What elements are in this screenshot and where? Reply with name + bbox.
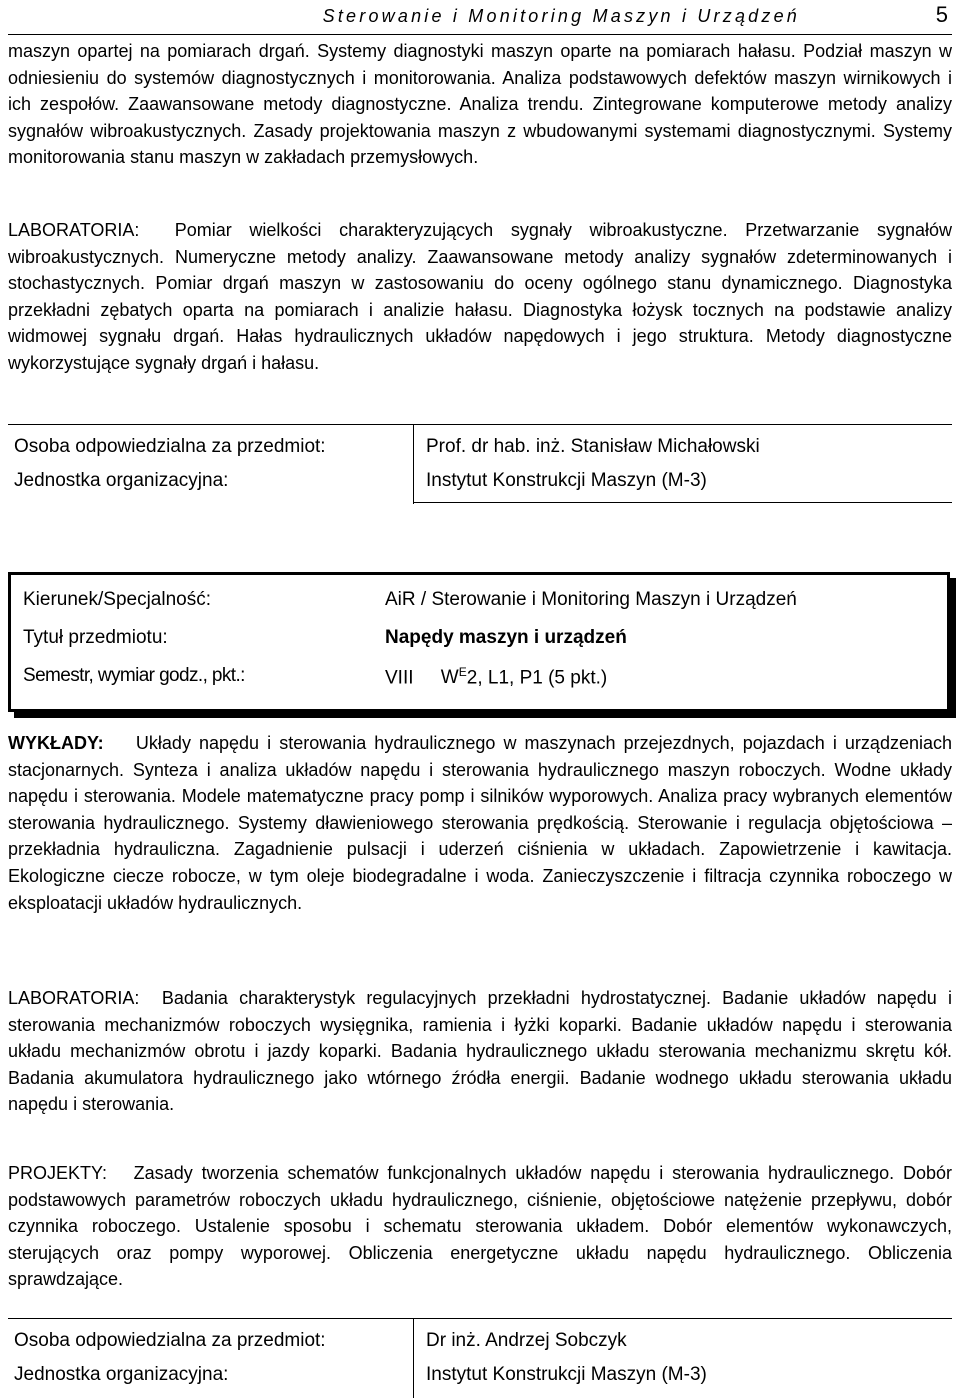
lectures-text: Układy napędu i sterowania hydraulicznego w maszynach przejezdnych, pojazdach i urządzeniach stacjonarnych. Synteza i analiza układów napędu i sterowania hydraulicznego maszyn roboczych. Wodne układy napędu i sterowania. Modele matematyczne pracy pomp i silników wyporowych. Analiza pracy wybranych elementów sterowania hydraulicznego. Systemy dławieniowego sterowania prędkością. Sterowanie i regulacja objętościowa – przekładnia hydrauliczna. Zagadnienie pulsacji i uderzeń ciśnienia w układach. Zapowietrzenie i kawitacja. Ekologiczne ciecze robocze, w tym oleje biodegradalne i woda. Zanieczyszczenie i filtracja czynnika roboczego w eksploatacji układów hydraulicznych. xyxy=(8,733,952,913)
unit-label: Jednostka organizacyjna: xyxy=(14,1364,229,1385)
lectures-label: WYKŁADY: xyxy=(8,733,104,753)
course2-projects-paragraph xyxy=(8,1160,952,1293)
course2-responsible-row xyxy=(14,1330,627,1352)
course1-program-text: maszyn opartej na pomiarach drgań. Systemy diagnostyki maszyn oparte na pomiarach hałasu. Podział maszyn w odniesieniu do systemów diagnostycznych i monitorowania. Analiza podstawowych defektów maszyn wirnikowych i ich zespołów. Zaawansowane metody diagnostyczne. Analiza trendu. Zintegrowane komputerowe metody analizy sygnałów wibroakustycznych. Zasady projektowania maszyn z wbudowanymi systemami diagnostycznymi. Systemy monitorowania stanu maszyn w zakładach przemysłowych. xyxy=(8,41,952,168)
divider-vertical xyxy=(413,424,414,504)
course1-unit-row xyxy=(14,470,707,492)
direction-value: AiR / Sterowanie i Monitoring Maszyn i Urządzeń xyxy=(385,589,797,610)
title-row xyxy=(23,627,627,649)
direction-row xyxy=(23,589,797,611)
course1-program-paragraph xyxy=(8,38,952,171)
semester-value xyxy=(385,665,607,689)
course2-lab-label: LABORATORIA: xyxy=(8,988,140,1008)
course1-lab-paragraph xyxy=(8,217,952,377)
semester-rest: 2, L1, P1 (5 pkt.) xyxy=(466,667,608,689)
divider-top xyxy=(8,1318,952,1319)
course2-lab-paragraph xyxy=(8,985,952,1118)
course2-lectures-paragraph xyxy=(8,730,952,916)
course1-responsible-block xyxy=(8,424,952,504)
course2-lab-text: Badania charakterystyk regulacyjnych przekładni hydrostatycznej. Badanie układów napędu i sterowania mechanizmów roboczych wysięgnika, ramienia i łyżki koparki. Badanie układów napędu i sterowania układu mechanizmów obrotu i jazdy koparki. Badania hydraulicznego układu sterowania mechanizmu skrętu kół. Badania akumulatora hydraulicznego jako wtórnego źródła energii. Badanie wodnego układu sterowania układu napędu i sterowania. xyxy=(8,988,952,1115)
course1-responsible-row xyxy=(14,436,760,458)
course2-unit-row xyxy=(14,1364,707,1386)
semester-label: Semestr, wymiar godz., pkt.: xyxy=(23,665,245,686)
responsible-value: Dr inż. Andrzej Sobczyk xyxy=(426,1330,627,1351)
course-title-value: Napędy maszyn i urządzeń xyxy=(385,627,627,648)
direction-label: Kierunek/Specjalność: xyxy=(23,589,211,610)
responsible-label: Osoba odpowiedzialna za przedmiot: xyxy=(14,1330,326,1351)
course-info-box xyxy=(8,572,950,712)
unit-label: Jednostka organizacyjna: xyxy=(14,470,229,491)
course1-lab-label: LABORATORIA: xyxy=(8,220,140,240)
course1-lab-text: Pomiar wielkości charakteryzujących sygnały wibroakustyczne. Przetwarzanie sygnałów wibroakustycznych. Numeryczne metody analizy. Zaawansowane metody analizy sygnałów zdeterminowanych i stochastycznych. Pomiar drgań maszyn w zastosowaniu do oceny ogólnego stanu dynamicznego. Diagnostyka przekładni zębatych oparta na pomiarach i analizie hałasu. Diagnostyka łożysk tocznych na podstawie analizy widmowej sygnału drgań. Hałas hydraulicznych układów napędowych i jego struktura. Metody diagnostyczne wykorzystujące sygnały drgań i hałasu. xyxy=(8,220,952,373)
running-title: Sterowanie i Monitoring Maszyn i Urządzeń xyxy=(322,6,800,26)
divider-top xyxy=(8,424,952,425)
unit-value: Instytut Konstrukcji Maszyn (M-3) xyxy=(426,1364,707,1385)
unit-value: Instytut Konstrukcji Maszyn (M-3) xyxy=(426,470,707,491)
semester-row xyxy=(23,665,608,689)
projects-text: Zasady tworzenia schematów funkcjonalnych układów napędu i sterowania hydraulicznego. Dobór podstawowych parametrów roboczych układu hydraulicznego, ciśnienie, objętościowe natężenie przepływu, dobór czynnika roboczego. Ustalenie sposobu i schematu sterowania układem. Dobór elementów wykonawczych, sterujących oraz pompy wyporowej. Obliczenia energetyczne układu napędu hydraulicznego. Obliczenia sprawdzające. xyxy=(8,1163,952,1290)
page-number: 5 xyxy=(935,2,948,27)
responsible-value: Prof. dr hab. inż. Stanisław Michałowski xyxy=(426,436,760,457)
semester-w-superscript: E xyxy=(458,665,467,679)
semester-w: W xyxy=(440,667,459,689)
projects-label: PROJEKTY: xyxy=(8,1163,108,1183)
divider-vertical xyxy=(413,1318,414,1398)
divider-bottom xyxy=(413,502,952,503)
semester-roman: VIII xyxy=(385,667,414,689)
course2-responsible-block xyxy=(8,1318,952,1398)
responsible-label: Osoba odpowiedzialna za przedmiot: xyxy=(14,436,326,457)
course-title-label: Tytuł przedmiotu: xyxy=(23,627,168,648)
page-header xyxy=(8,0,952,35)
